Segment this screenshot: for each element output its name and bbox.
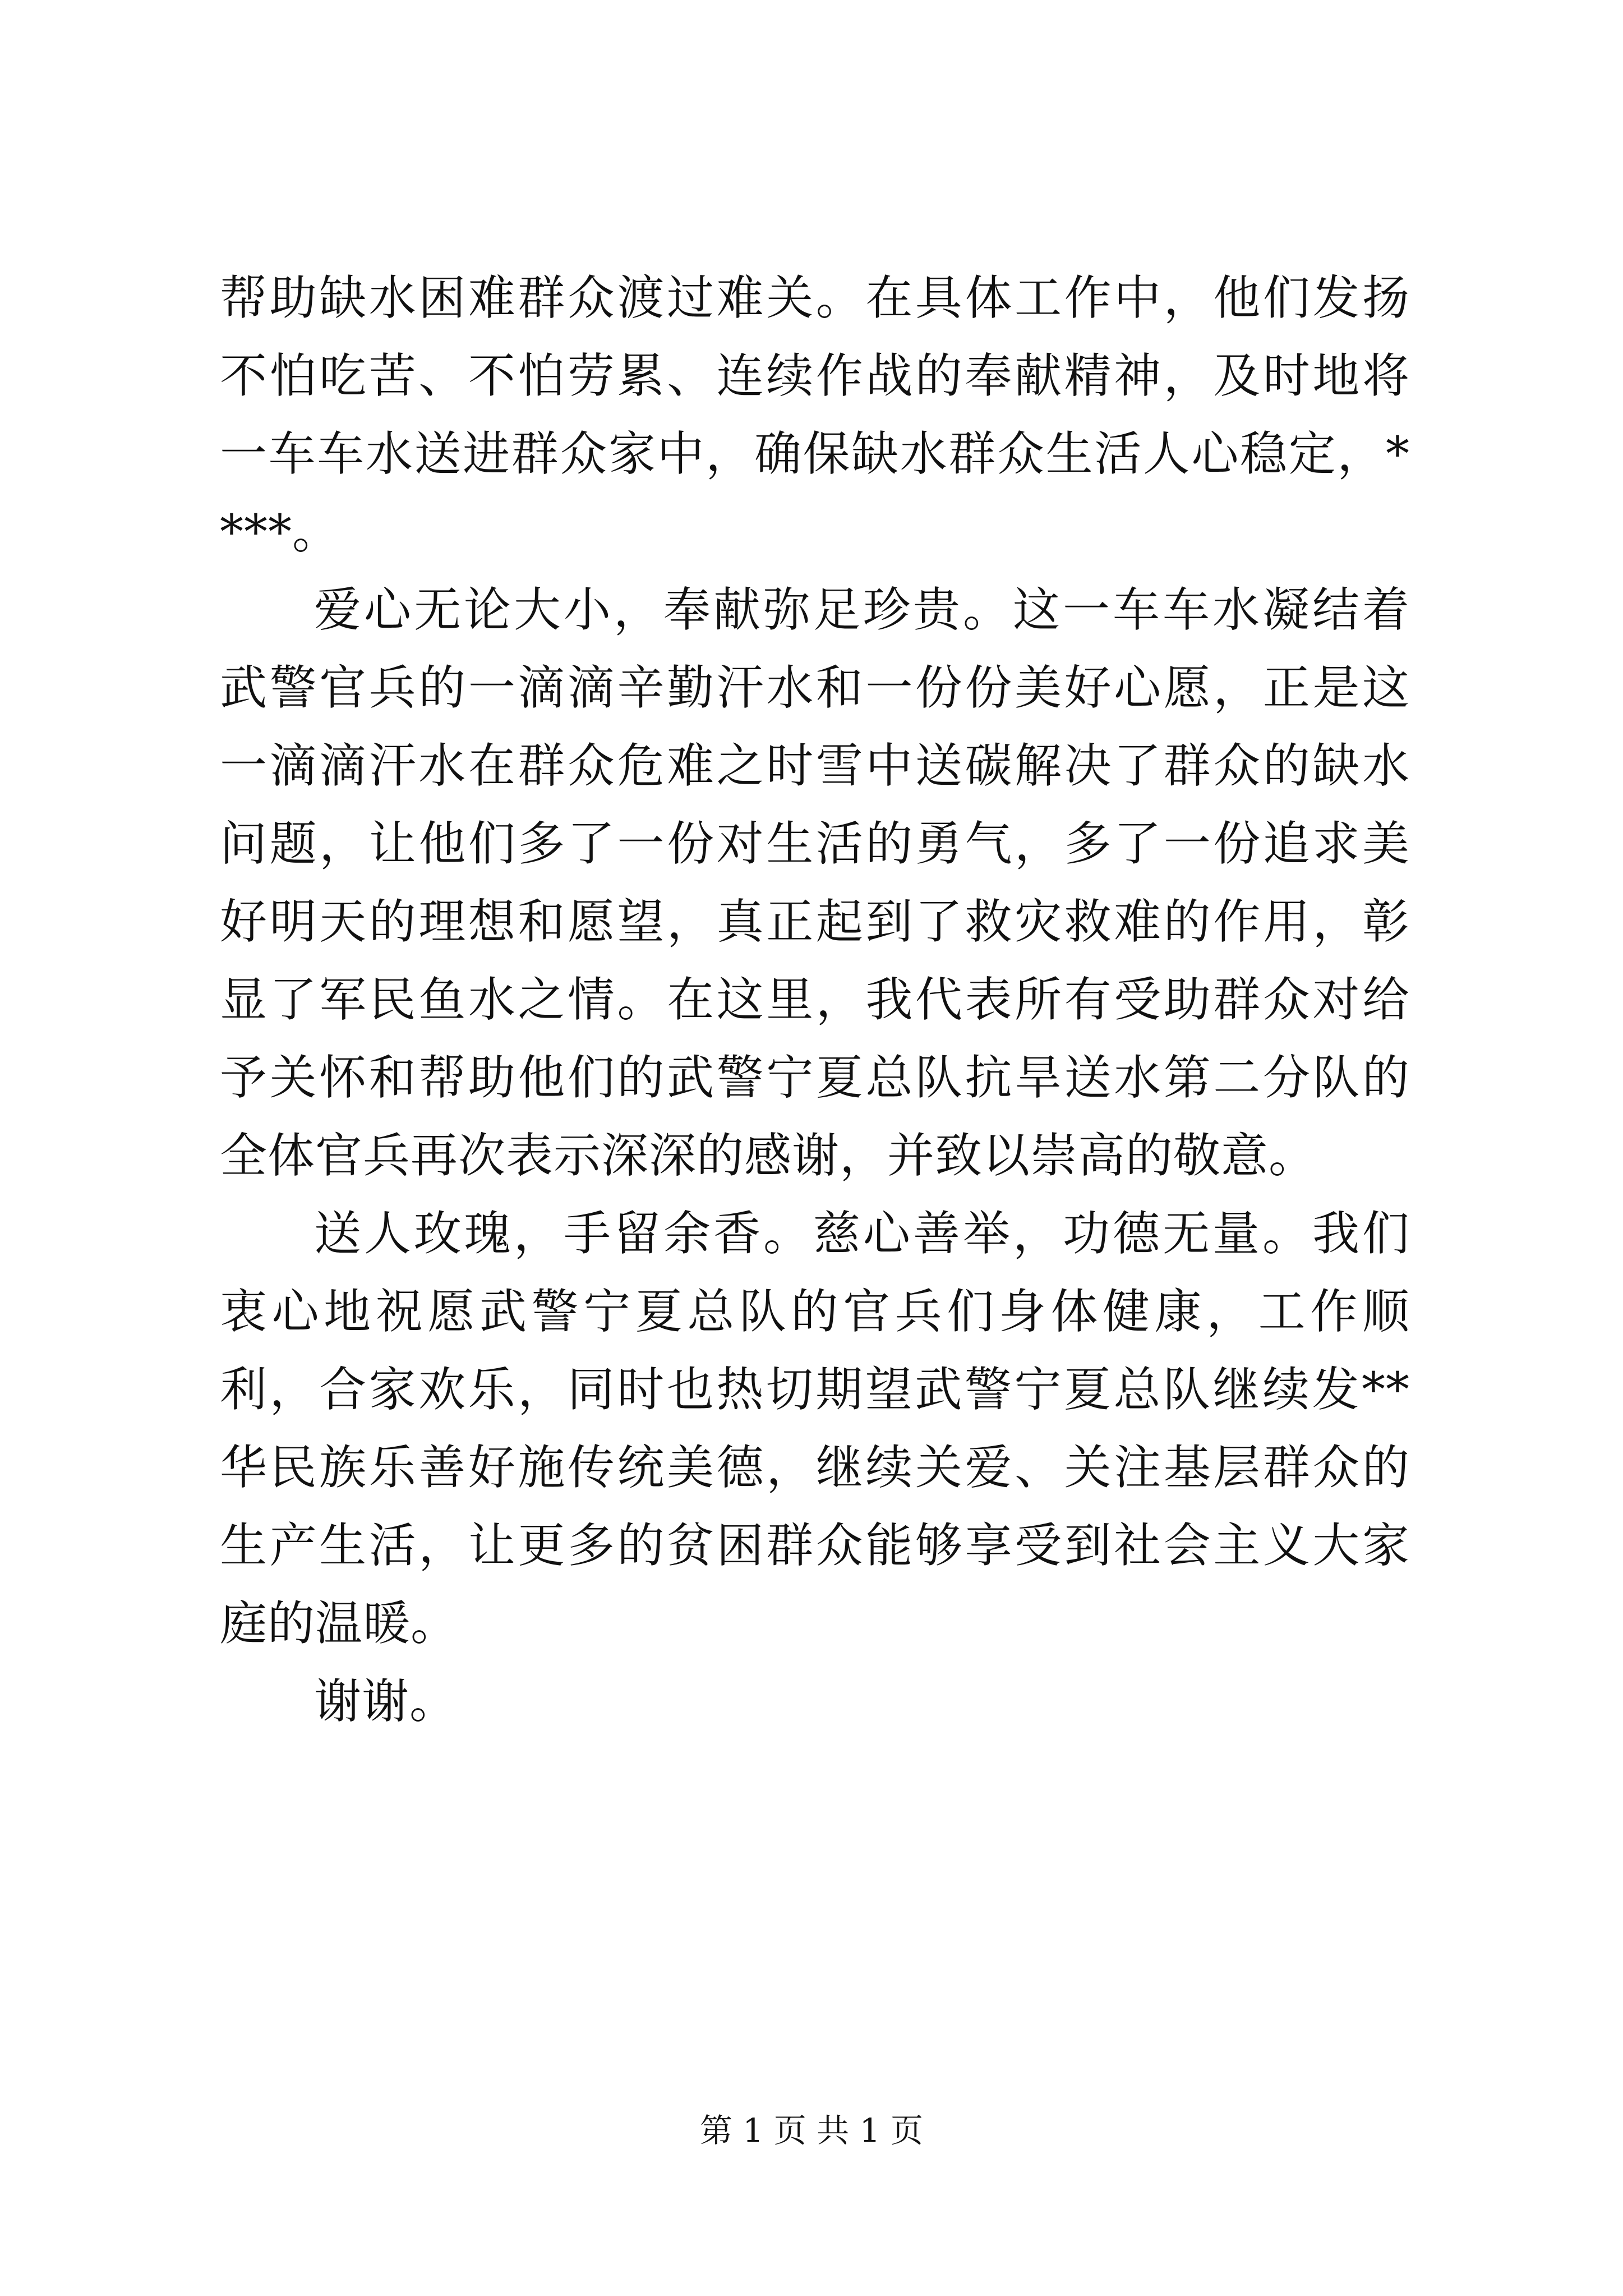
paragraph-2: 爱心无论大小，奉献弥足珍贵。这一车车水凝结着武警官兵的一滴滴辛勤汗水和一份份美好心愿，正是这一滴滴汗水在群众危难之时雪中送碳解决了群众的缺水问题，让他们多了一份对生活的勇气，多了一份追求美好明天的理想和愿望，真正起到了救灾救难的作用，彰显了军民鱼水之情。在这里，我代表所有受助群众对给予关怀和帮助他们的武警宁夏总队抗旱送水第二分队的全体官兵再次表示深深的感谢，并致以崇高的敬意。 bbox=[220, 582, 1410, 1183]
document-body bbox=[220, 259, 1410, 1741]
paragraph-4: 谢谢。 bbox=[314, 1674, 458, 1729]
paragraph-1: 帮助缺水困难群众渡过难关。在具体工作中，他们发扬不怕吃苦、不怕劳累、连续作战的奉献精神，及时地将一车车水送进群众家中，确保缺水群众生活人心稳定，****。 bbox=[220, 270, 1410, 559]
paragraph-3: 送人玫瑰，手留余香。慈心善举，功德无量。我们衷心地祝愿武警宁夏总队的官兵们身体健康，工作顺利，合家欢乐，同时也热切期望武警宁夏总队继续发**华民族乐善好施传统美德，继续关爱、关注基层群众的生产生活，让更多的贫困群众能够享受到社会主义大家庭的温暖。 bbox=[220, 1206, 1410, 1651]
page-number: 第 1 页 共 1 页 bbox=[700, 2111, 923, 2150]
page-footer bbox=[0, 2108, 1623, 2153]
